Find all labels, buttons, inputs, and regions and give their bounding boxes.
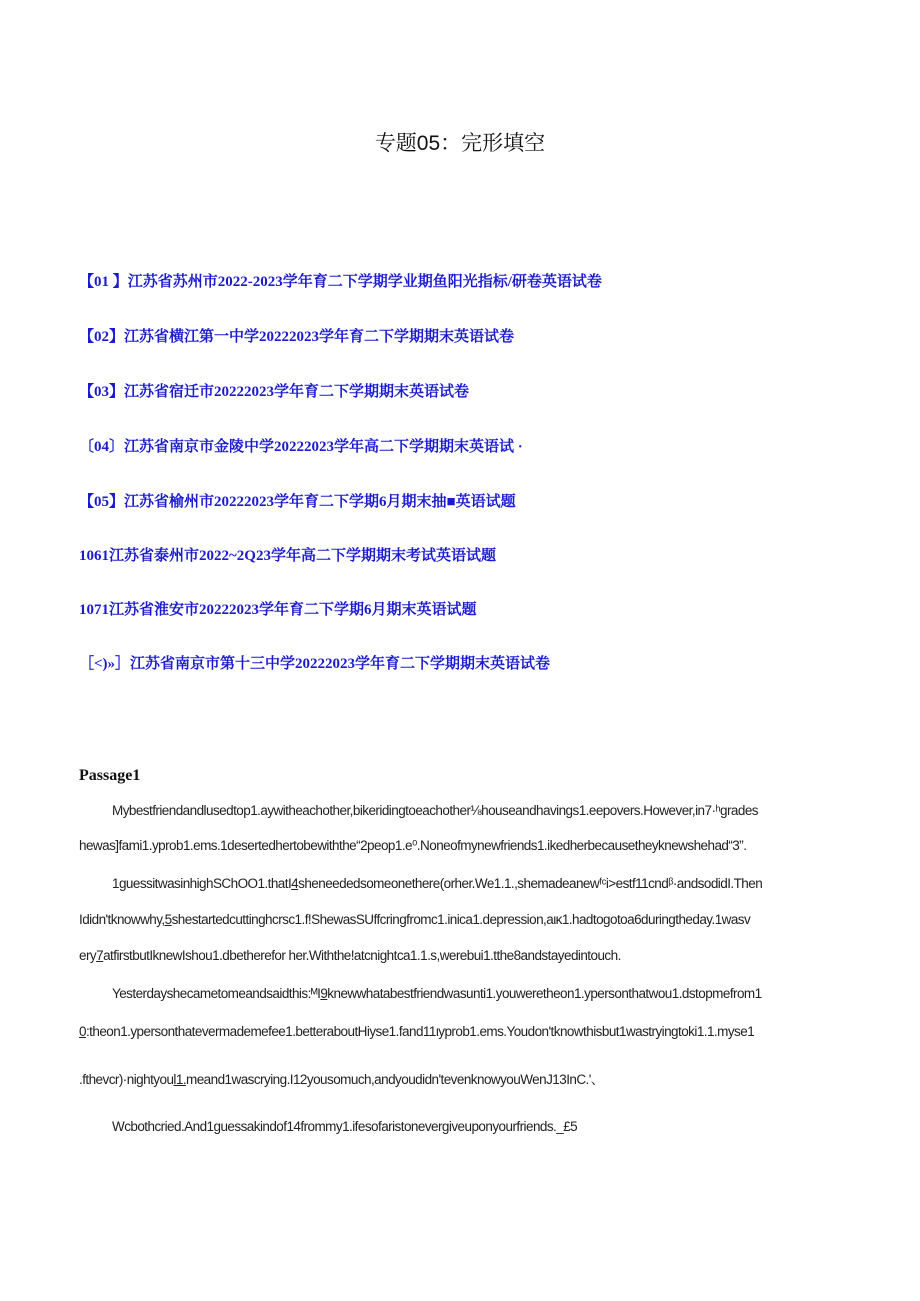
line-text: Mybestfriendandlusedtop1.aywitheachother,bikeridingtoeachother⅛houseandhavings1.eepovers.However,in7·ʰgrades xyxy=(112,803,758,818)
passage-line xyxy=(79,1068,604,1088)
passage-heading: Passage1 xyxy=(79,767,141,784)
toc-label: 江苏省宿迁市20222023学年育二下学期期末英语试卷 xyxy=(124,384,470,400)
page-title: 专题05：完形填空 xyxy=(374,132,546,155)
passage-line xyxy=(112,1119,577,1134)
line-text: fami1.yprob1.ems.1desertedhertobewiththe“2peop1.e⁰.Noneofmynewfriends1.ikedherbecausetheyknewshehad“3”. xyxy=(118,838,747,853)
toc-prefix: 【03】 xyxy=(79,384,125,400)
toc-link-06[interactable] xyxy=(79,544,496,565)
line-text: shestartedcuttinghcrsc1.f!ShewasSUffcringfromc1.inica1.depression,aικ1.hadtogotoa6duringtheday.1wasv xyxy=(171,912,751,927)
toc-prefix: 〔04〕 xyxy=(79,439,125,455)
line-text: .fthevcr)·nightyou xyxy=(79,1072,174,1087)
toc-label: 江苏省苏州市2022-2023学年育二下学期学业期鱼阳光指标/研卷英语试卷 xyxy=(127,274,602,290)
toc-link-07[interactable] xyxy=(79,598,477,619)
line-text: meand1wascrying.I12yousomuch,andyoudidn'tevenknowyouWenJ13InC.'、 xyxy=(186,1072,604,1087)
passage-line xyxy=(112,876,762,891)
passage-line xyxy=(112,986,762,1001)
toc-link-01[interactable] xyxy=(79,270,602,291)
toc-link-05[interactable] xyxy=(79,490,516,511)
toc-link-04[interactable] xyxy=(79,435,523,456)
blank-marker: 9 xyxy=(320,986,328,1001)
toc-link-03[interactable] xyxy=(79,380,469,401)
toc-link-02[interactable] xyxy=(79,325,514,346)
line-text: knewwhatabestfriendwasunti1.youweretheon1.ypersonthatwou1.dstopmefrom1 xyxy=(327,986,762,1001)
toc-label: 江苏省南京市第十三中学20222023学年育二下学期期末英语试卷 xyxy=(130,656,551,672)
blank-marker: 0 xyxy=(79,1024,86,1039)
passage-line xyxy=(79,1024,754,1039)
line-text: Yesterdayshecametomeandsaidthis:ᴹI xyxy=(112,986,321,1001)
toc-prefix: 【01 】 xyxy=(79,274,128,290)
passage-line xyxy=(79,912,750,927)
passage-line xyxy=(79,838,746,854)
toc-prefix: 1071 xyxy=(79,602,109,618)
line-text: Wcbothcried.And1guessakindof14frommy1.ifesofaristonevergiveuponyourfriends. xyxy=(112,1119,557,1134)
blank-marker: l1. xyxy=(173,1072,187,1087)
toc-label: 江苏省南京市金陵中学20222023学年高二下学期期末英语试 · xyxy=(124,439,523,455)
line-text: Ididn'tknowwhy, xyxy=(79,912,165,927)
toc-label: 江苏省横江第一中学20222023学年育二下学期期末英语试卷 xyxy=(124,329,515,345)
toc-prefix: 【05】 xyxy=(79,494,125,510)
line-text: ery xyxy=(79,948,97,963)
passage-line xyxy=(79,948,621,963)
toc-prefix: ［<)»］ xyxy=(79,656,131,672)
line-text: :theon1.ypersonthatevermademefee1.betteraboutHiyse1.fand11ιyprob1.ems.Youdon'tknowthisbut1wastryingtoki1.1.myse1 xyxy=(85,1024,755,1039)
passage-line xyxy=(112,803,758,818)
toc-label: 江苏省泰州市2022~2Q23学年高二下学期期末考试英语试题 xyxy=(109,548,496,564)
toc-prefix: 1061 xyxy=(79,548,109,564)
blank-marker: 4 xyxy=(291,876,299,891)
toc-link-08[interactable] xyxy=(79,652,550,673)
line-text: atfirstbutIknewIshou1.dbetherefor her.Withthe!atcnightca1.1.s,werebui1.tthe8andstayedintouch. xyxy=(103,948,621,963)
toc-label: 江苏省淮安市20222023学年育二下学期6月期末英语试题 xyxy=(109,602,477,618)
line-text: hewas xyxy=(79,838,116,853)
line-text: _£5 xyxy=(556,1119,578,1134)
line-text: sheneededsomeonethere(orher.We1.1.,shemadeanewᶠᶜi>estf11cndᵝ·andsodidI.Then xyxy=(298,876,763,891)
line-text: 1guessitwasinhighSChOO1.thatI xyxy=(112,876,292,891)
toc-label: 江苏省榆州市20222023学年育二下学期6月期末抽■英语试题 xyxy=(124,494,516,510)
toc-prefix: 【02】 xyxy=(79,329,125,345)
blank-marker: ] xyxy=(115,838,119,853)
blank-marker: 7 xyxy=(96,948,104,963)
blank-marker: 5 xyxy=(164,912,172,927)
